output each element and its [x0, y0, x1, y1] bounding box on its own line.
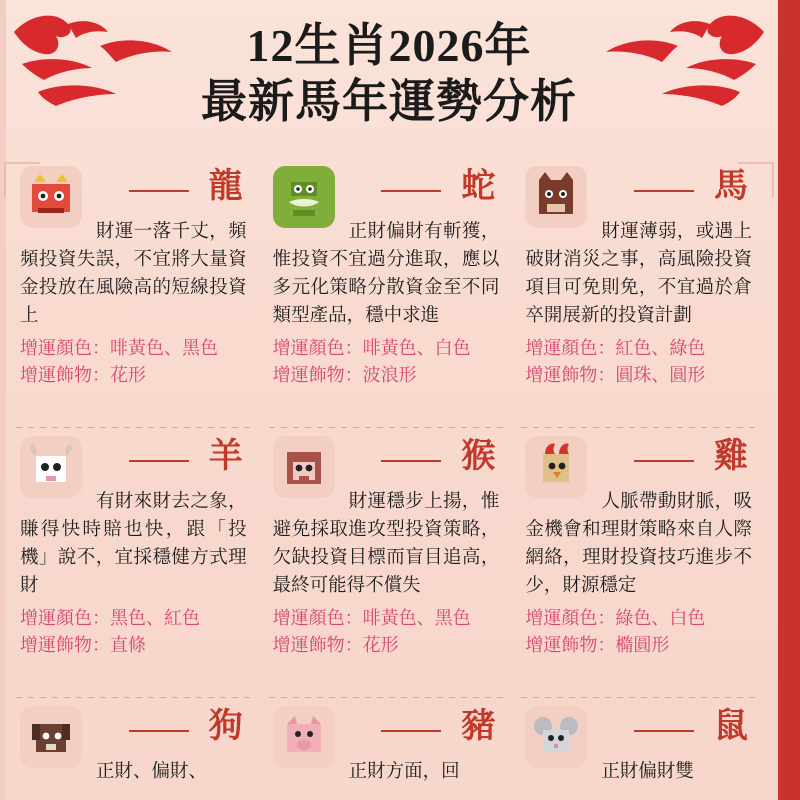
- fortune-text: 財運薄弱，或遇上破財消災之事，高風險投資項目可免則免，不宜過於倉卒開展新的投資計劃: [525, 222, 752, 327]
- card-header: [20, 706, 247, 768]
- card-header: [273, 436, 500, 498]
- name-rule: [129, 730, 189, 732]
- card-header: [20, 166, 247, 228]
- zodiac-name: 豬: [461, 708, 496, 745]
- dog-icon: [20, 706, 82, 768]
- zodiac-card-horse: [515, 158, 762, 428]
- name-rule: [381, 190, 441, 192]
- name-rule: [634, 190, 694, 192]
- title-line-2: 最新馬年運勢分析: [201, 76, 577, 128]
- lucky-color: 增運顏色：啡黃色、黑色: [272, 608, 471, 629]
- name-rule: [381, 730, 441, 732]
- name-rule: [634, 730, 694, 732]
- lucky-info: [525, 605, 752, 659]
- poster-header: [0, 0, 800, 158]
- fortune-text: 正財方面，回: [348, 762, 460, 782]
- lucky-item: 增運飾物：橢圓形: [525, 635, 670, 656]
- rat-icon: [525, 706, 587, 768]
- card-header: [525, 706, 752, 768]
- fortune-text: 正財偏財有斬獲，惟投資不宜過分進取，應以多元化策略分散資金至不同類型產品，穩中求進: [272, 222, 500, 327]
- fortune-text: 人脈帶動財脈，吸金機會和理財策略來自人際網絡，理財投資技巧進步不少，財源穩定: [525, 492, 752, 597]
- zodiac-name: 鼠: [714, 708, 748, 745]
- card-header: [20, 436, 247, 498]
- lucky-item: 增運飾物：花形: [272, 635, 399, 656]
- name-rule: [129, 190, 189, 192]
- fortune-text: 財運穩步上揚，惟避免採取進攻型投資策略，欠缺投資目標而盲目追高，最終可能得不償失: [272, 492, 500, 597]
- zodiac-name: 雞: [714, 438, 748, 475]
- lucky-color: 增運顏色：紅色、綠色: [525, 338, 706, 359]
- fortune-text: 有財來財去之象，賺得快時賠也快，跟「投機」說不，宜採穩健方式理財: [20, 492, 247, 597]
- zodiac-card-rooster: [515, 428, 762, 698]
- rooster-icon: [525, 436, 587, 498]
- zodiac-card-snake: [263, 158, 510, 428]
- dragon-head-icon: [20, 166, 82, 228]
- lucky-info: [20, 335, 247, 389]
- zodiac-card-rat: [515, 698, 762, 800]
- zodiac-card-monkey: [263, 428, 510, 698]
- lucky-info: [525, 335, 752, 389]
- name-rule: [129, 460, 189, 462]
- zodiac-name: 狗: [208, 708, 243, 745]
- zodiac-name: 蛇: [461, 168, 496, 205]
- lucky-item: 增運飾物：花形: [20, 365, 146, 386]
- card-header: [525, 166, 752, 228]
- zodiac-name: 龍: [208, 168, 243, 205]
- lucky-item: 增運飾物：圓珠、圓形: [525, 365, 706, 386]
- fortune-text: 正財、偏財、: [96, 762, 208, 782]
- lucky-info: [20, 605, 247, 659]
- lucky-info: [273, 605, 500, 659]
- monkey-icon: [273, 436, 335, 498]
- name-rule: [634, 460, 694, 462]
- goat-icon: [20, 436, 82, 498]
- zodiac-name: 猴: [461, 438, 496, 475]
- fortune-text: 財運一落千丈，頻頻投資失誤，不宜將大量資金投放在風險高的短線投資上: [20, 222, 247, 327]
- lucky-color: 增運顏色：啡黃色、黑色: [20, 338, 218, 359]
- zodiac-card-dog: [10, 698, 257, 800]
- card-header: [273, 166, 500, 228]
- zodiac-card-dragon: [10, 158, 257, 428]
- zodiac-name: 馬: [714, 168, 748, 205]
- zodiac-name: 羊: [208, 438, 243, 475]
- lucky-info: [273, 335, 500, 389]
- name-rule: [381, 460, 441, 462]
- lucky-color: 增運顏色：啡黃色、白色: [272, 338, 471, 359]
- fortune-text: 正財偏財雙: [601, 762, 694, 782]
- pig-icon: [273, 706, 335, 768]
- lucky-color: 增運顏色：綠色、白色: [525, 608, 706, 629]
- lucky-color: 增運顏色：黑色、紅色: [20, 608, 200, 629]
- zodiac-card-pig: [263, 698, 510, 800]
- page-title: [0, 18, 778, 130]
- snake-icon: [273, 166, 335, 228]
- card-header: [273, 706, 500, 768]
- lucky-item: 增運飾物：直條: [20, 635, 146, 656]
- zodiac-card-grid: [10, 158, 762, 800]
- zodiac-card-goat: [10, 428, 257, 698]
- lucky-item: 增運飾物：波浪形: [272, 365, 417, 386]
- card-header: [525, 436, 752, 498]
- horse-icon: [525, 166, 587, 228]
- title-line-1: 12生肖2026年: [246, 20, 532, 71]
